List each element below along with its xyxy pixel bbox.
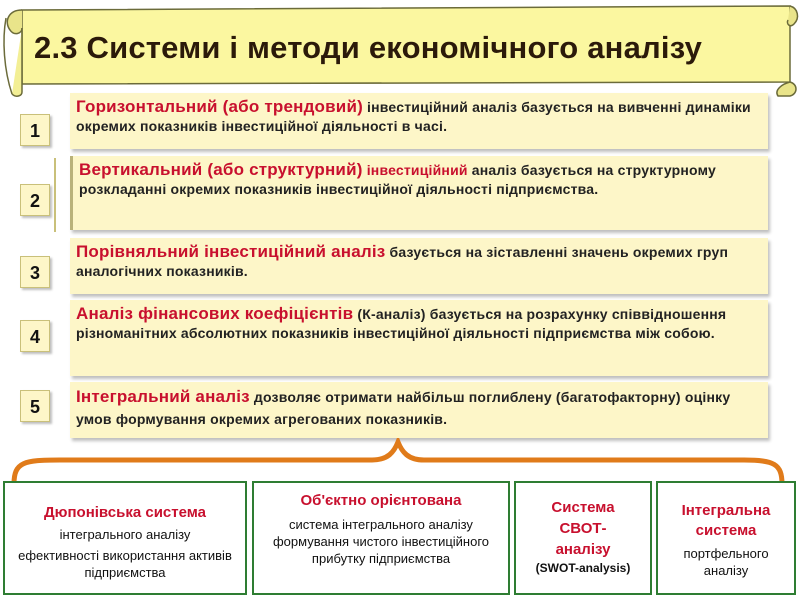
item-head-5: Інтегральний аналіз [76, 387, 250, 406]
item-number-4: 4 [20, 320, 50, 352]
system-head-object: Об'єктно орієнтована [300, 492, 462, 509]
item-highlight-2: інвестиційний [362, 162, 468, 178]
item-head-1: Горизонтальний (або трендовий) [76, 97, 363, 116]
system-text-portfolio: портфельного аналізу [683, 546, 769, 578]
item-number-1: 1 [20, 114, 50, 146]
system-box-dupont [3, 481, 247, 595]
system-head-swot: Система СВОТ-аналізу [551, 499, 615, 558]
system-head-portfolio: Інтегральна система [681, 502, 771, 539]
item-number-5: 5 [20, 390, 50, 422]
item-head-4: Аналіз фінансових коефіцієнтів [76, 304, 354, 323]
item-text-3: базується на зіставленні значень окремих груп аналогічних показників. [76, 244, 729, 279]
item-box-2 [70, 156, 768, 230]
system-box-swot [514, 481, 652, 595]
item-text-2: аналіз базується на структурному розкладанні окремих показників інвестиційної діяльності підприємства. [79, 162, 716, 197]
system-text-swot: (SWOT-analysis) [535, 561, 631, 575]
item-head-3: Порівняльний інвестиційний аналіз [76, 242, 386, 261]
item-text-1: інвестиційний аналіз базується на вивченні динаміки окремих показників інвестиційної діяльності в часі. [76, 99, 751, 134]
system-text-dupont-2: ефективності використання активів підприємства [18, 548, 232, 580]
item-text-4: (К-аналіз) базується на розрахунку співвідношення різноманітних абсолютних показників інвестиційної діяльності підприємства між собою. [76, 306, 727, 341]
item-number-2: 2 [20, 184, 50, 216]
item-box-1 [70, 93, 768, 149]
title-banner [0, 0, 800, 100]
item-head-2: Вертикальний (або структурний) [79, 160, 363, 179]
item-text-5: дозволяє отримати найбільш поглиблену (багатофакторну) оцінку умов формування окремих агрегованих показників. [76, 389, 731, 427]
system-text-object: система інтегрального аналізу формування чистого інвестиційного прибутку підприємства [272, 517, 490, 566]
system-box-portfolio [656, 481, 796, 595]
page-title: 2.3 Системи і методи економічного аналізу [34, 30, 703, 65]
item-number-3: 3 [20, 256, 50, 288]
system-text-dupont-1: інтегрального аналізу [59, 527, 191, 542]
connector-line [52, 158, 58, 232]
item-box-3 [70, 238, 768, 294]
item-box-5 [70, 382, 768, 438]
item-box-4 [70, 300, 768, 376]
system-box-object [252, 481, 510, 595]
system-head-dupont: Дюпонівська система [43, 504, 206, 521]
